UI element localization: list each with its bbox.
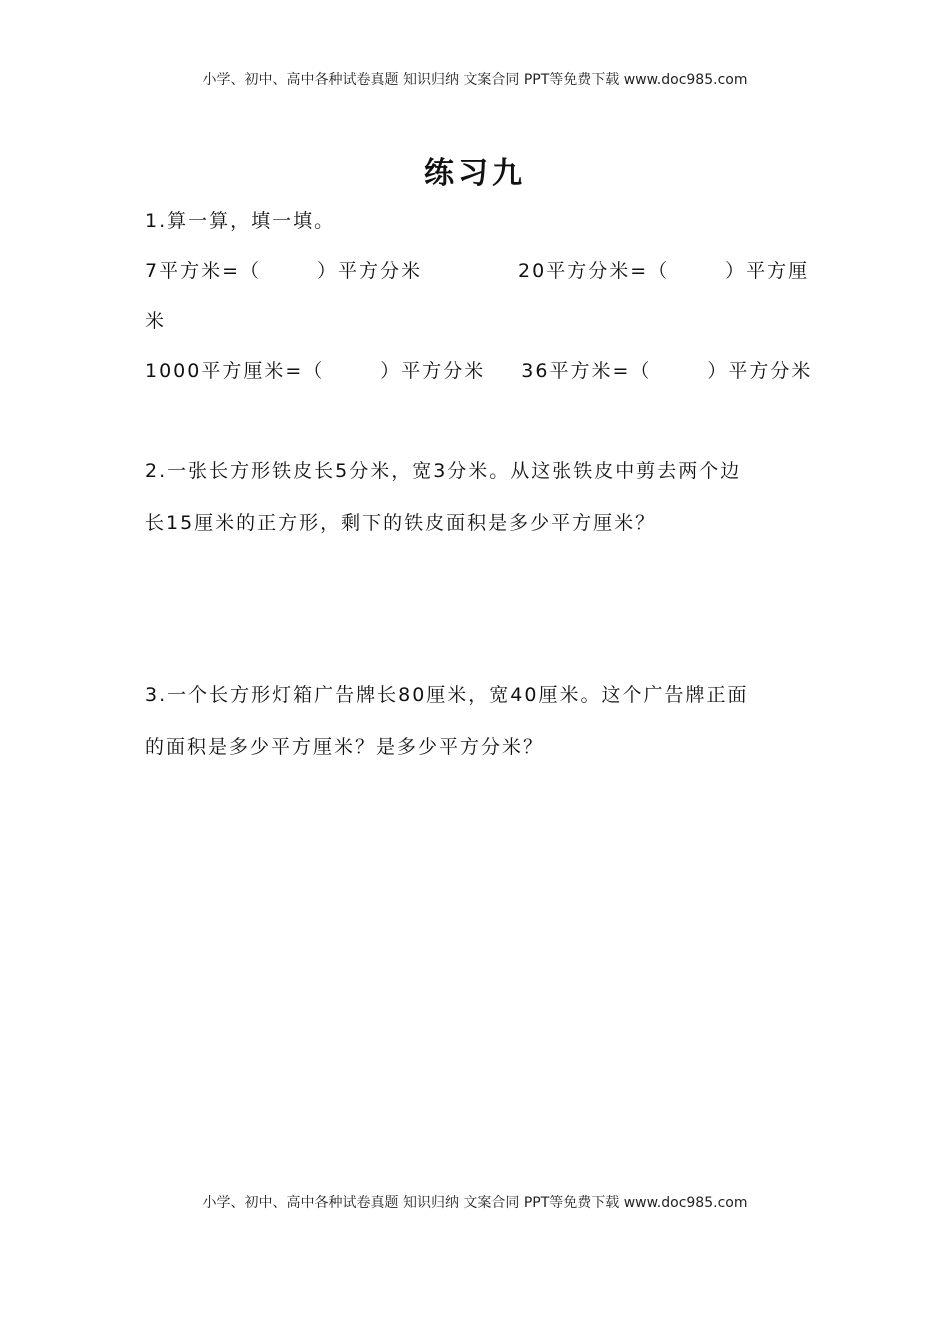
question-2-line-2: 长15厘米的正方形，剩下的铁皮面积是多少平方厘米？ <box>145 512 657 534</box>
conversion-d-right: ）平方分米 <box>707 360 813 382</box>
page-title: 练习九 <box>424 156 526 191</box>
question-3-line-1: 3.一个长方形灯箱广告牌长80厘米，宽40厘米。这个广告牌正面 <box>145 684 749 706</box>
conversion-c-left: 1000平方厘米=（ <box>145 360 325 382</box>
conversion-a-left: 7平方米=（ <box>145 260 262 282</box>
question-1-row-2 <box>145 356 812 383</box>
conversion-b-left: 20平方分米=（ <box>518 260 670 282</box>
conversion-c-right: ）平方分米 <box>380 360 486 382</box>
question-1-prompt: 1.算一算，填一填。 <box>145 210 336 232</box>
conversion-d-left: 36平方米=（ <box>521 360 652 382</box>
conversion-b-right: ）平方厘 <box>725 260 810 282</box>
question-1-row-1 <box>145 256 809 283</box>
conversion-a-right: ）平方分米 <box>317 260 423 282</box>
question-2-line-1: 2.一张长方形铁皮长5分米，宽3分米。从这张铁皮中剪去两个边 <box>145 460 742 482</box>
page-header: 小学、初中、高中各种试卷真题 知识归纳 文案合同 PPT等免费下载 www.doc985.com <box>202 72 748 88</box>
page-footer: 小学、初中、高中各种试卷真题 知识归纳 文案合同 PPT等免费下载 www.doc985.com <box>202 1195 748 1211</box>
question-3-line-2: 的面积是多少平方厘米？是多少平方分米？ <box>145 736 545 758</box>
conversion-b-wrap: 米 <box>145 310 167 332</box>
